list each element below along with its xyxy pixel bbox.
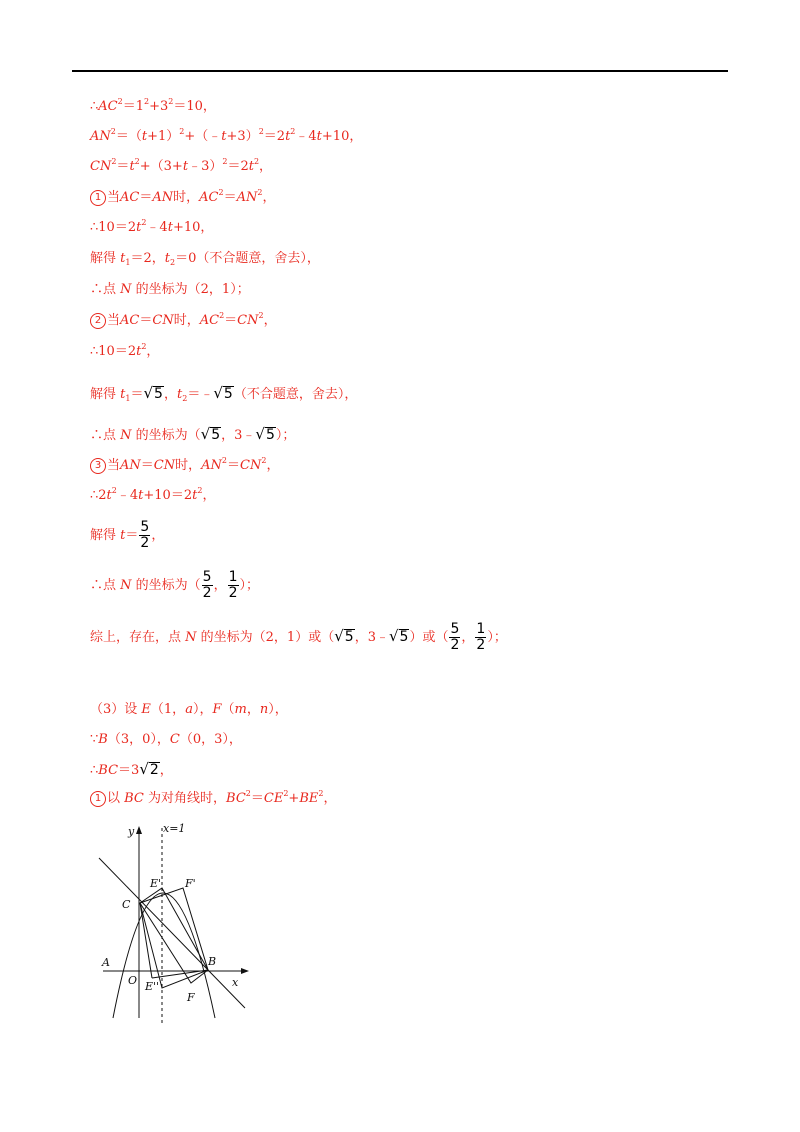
line-point-n-case1: ∴点 N 的坐标为（2，1）； — [90, 282, 250, 297]
fraction: $\frac{1}{2}$ — [228, 569, 238, 601]
circled-number: 1 — [90, 791, 106, 807]
line-cn-squared: $CN^2=t^2+(3+t﹣3)^2=2t^2$， — [90, 157, 273, 174]
line-points-b-c: ∵B（3，0），C（0，3）， — [90, 732, 242, 747]
line-point-n-case3: ∴点 N 的坐标为（ $\frac{5}{2}$ ， $\frac{1}{2}$ ）； — [90, 569, 260, 601]
label-o: O — [128, 974, 138, 987]
line-case2-ac-cn: 2 当AC＝CN时，$AC^2=CN^2$， — [90, 312, 277, 330]
fraction: $\frac{5}{2}$ — [450, 621, 460, 653]
line-eq-case3: $\therefore 2t^2﹣4t+10=2t^2$， — [90, 486, 216, 503]
fraction: $\frac{5}{2}$ — [140, 519, 150, 551]
line-point-n-case2: ∴点 N 的坐标为（√5，3﹣√5）； — [90, 425, 296, 443]
line-solve-case3: 解得 t＝ $\frac{5}{2}$ ， — [90, 519, 165, 551]
label-x-equals-1: x=1 — [163, 822, 186, 835]
label-f-prime: F' — [185, 877, 196, 890]
circled-number: 3 — [90, 458, 106, 474]
line-case3-an-cn: 3 当AN＝CN时，$AN^2=CN^2$， — [90, 457, 279, 475]
line-solve-case1: 解得 $t_1=2$，$t_2=0$（不合题意，舍去）， — [90, 251, 320, 267]
line-bc-diagonal: 1 以 BC 为对角线时，$BC^2=CE^2+BE^2$， — [90, 790, 336, 808]
label-b: B — [208, 955, 217, 968]
label-a: A — [102, 956, 110, 969]
label-x: x — [232, 976, 239, 989]
line-eq-case2: $\therefore 10=2t^2$， — [90, 342, 160, 359]
line-cb — [99, 858, 245, 1008]
geometry-figure — [95, 818, 255, 1023]
header-rule — [72, 70, 728, 72]
line-ac-squared: $\therefore AC^2=1^2+3^2=10$， — [90, 97, 216, 114]
label-e-prime: E' — [150, 877, 162, 890]
line-eq-case1: $\therefore 10=2t^2﹣4t+10$， — [90, 218, 214, 235]
line-case1-ac-an: 1 当AC＝AN时，$AC^2=AN^2$， — [90, 189, 275, 207]
fraction: $\frac{5}{2}$ — [202, 569, 212, 601]
line-summary: 综上，存在，点 N 的坐标为（2，1）或（√5，3﹣√5）或（ $\frac{5}{2}$ ， $\frac{1}{2}$ ）； — [90, 621, 507, 653]
circled-number: 1 — [90, 190, 106, 206]
label-y: y — [128, 825, 135, 838]
line-bc-length: ∴BC＝3√2， — [90, 760, 173, 778]
fraction: $\frac{1}{2}$ — [476, 621, 486, 653]
line-part3-setup: （3）设 E（1，a），F（m，n）， — [90, 702, 288, 717]
line-an-squared: $AN^2=(t+1)^2+(﹣t+3)^2=2t^2﹣4t+10$， — [90, 127, 363, 144]
x-axis-arrow — [241, 968, 249, 974]
circled-number: 2 — [90, 313, 106, 329]
label-c: C — [122, 898, 131, 911]
label-e-double-prime: E'' — [145, 980, 160, 993]
label-f: F — [187, 991, 195, 1004]
y-axis-arrow — [136, 826, 142, 834]
line-solve-case2: 解得 $t_1=√5$，$t_2=﹣√5$（不合题意，舍去）， — [90, 384, 358, 403]
